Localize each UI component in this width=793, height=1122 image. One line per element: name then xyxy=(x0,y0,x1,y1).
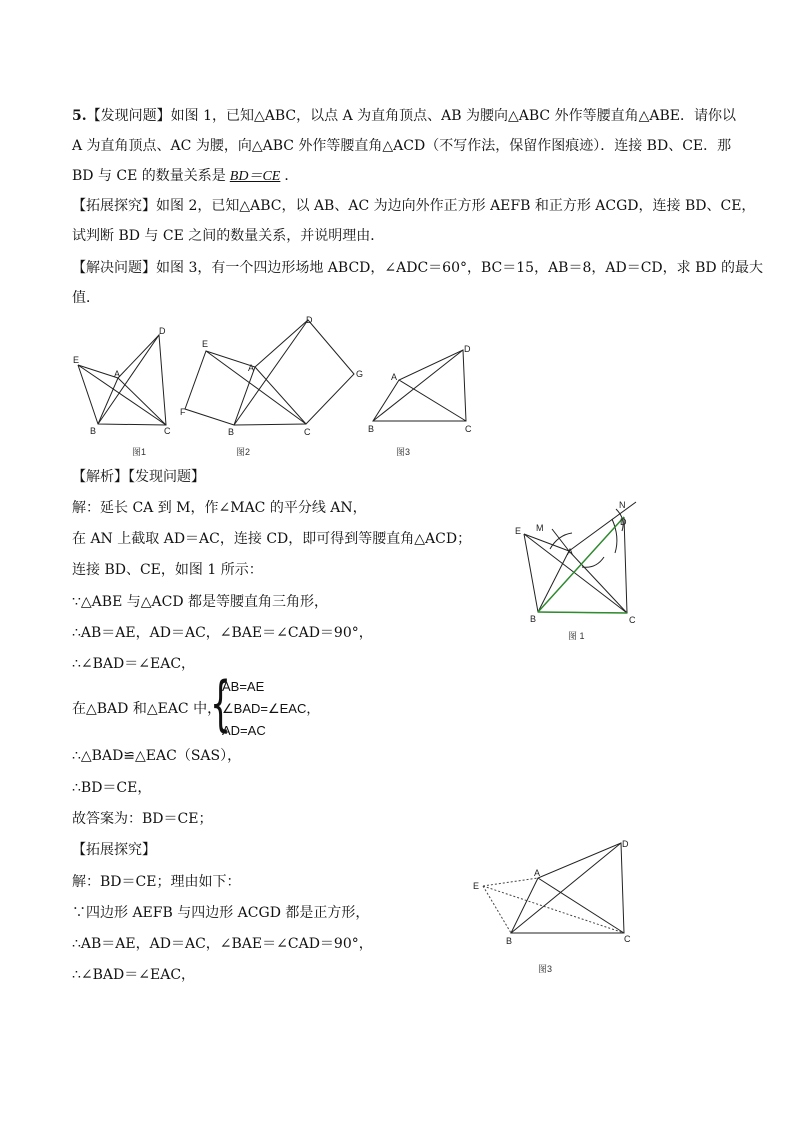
equation-system xyxy=(222,676,319,742)
answer-blank: BD＝CE xyxy=(229,169,281,184)
label-B: B xyxy=(506,936,513,946)
label-C: C xyxy=(164,426,171,436)
label-M: M xyxy=(536,523,544,533)
label-G: G xyxy=(356,369,364,379)
solution-line-4: ∵△ABE 与△ACD 都是等腰直角三角形， xyxy=(72,594,329,610)
label-B: B xyxy=(368,424,375,434)
label-C: C xyxy=(629,615,636,625)
problem-figure-1 xyxy=(70,325,190,465)
problem-line-7: 值． xyxy=(72,290,100,306)
problem-line-3: BD 与 CE 的数量关系是 BD＝CE ． xyxy=(72,168,299,184)
problem-number: 5. xyxy=(72,108,87,124)
solution-line-2: 在 AN 上截取 AD＝AC，连接 CD，即可得到等腰直角△ACD； xyxy=(72,531,472,547)
solution-line-6: ∴∠BAD＝∠EAC， xyxy=(72,656,196,672)
equation-3: AD=AC xyxy=(222,723,266,738)
label-F: F xyxy=(180,407,186,417)
solution-line-11: 解：BD＝CE；理由如下： xyxy=(72,874,241,890)
label-A: A xyxy=(248,363,255,373)
label-D: D xyxy=(622,839,629,849)
label-C: C xyxy=(465,424,472,434)
label-A: A xyxy=(567,547,574,557)
solution-line-8: ∴△BAD≌△EAC（SAS）， xyxy=(72,748,242,764)
label-E: E xyxy=(73,355,80,365)
section-extend: 【拓展探究】 xyxy=(72,198,156,214)
solution-line-7: 在△BAD 和△EAC 中， xyxy=(72,701,222,717)
label-C: C xyxy=(304,427,311,437)
solution-line-5: ∴AB＝AE，AD＝AC，∠BAE＝∠CAD＝90°， xyxy=(72,625,373,641)
section-solve: 【解决问题】 xyxy=(72,260,156,276)
section-discover: 【发现问题】 xyxy=(86,108,171,124)
solution-heading: 【解析】【发现问题】 xyxy=(72,469,205,485)
label-A: A xyxy=(391,372,398,382)
label-N: N xyxy=(619,500,626,510)
solution-heading-2: 【拓展探究】 xyxy=(72,842,156,858)
problem-line-2: A 为直角顶点、AC 为腰，向△ABC 外作等腰直角△ACD（不写作法，保留作图痕迹）．连接 BD、CE．那 xyxy=(72,138,732,154)
label-A: A xyxy=(534,868,541,878)
label-E: E xyxy=(473,881,480,891)
problem-line-6: 【解决问题】如图 3，有一个四边形场地 ABCD，∠ADC＝60°，BC＝15，AB＝8，AD＝CD，求 BD 的最大 xyxy=(72,260,764,276)
system-brace: { xyxy=(210,669,232,739)
label-C: C xyxy=(624,934,631,944)
problem-figure-2 xyxy=(178,315,368,460)
label-D: D xyxy=(159,326,166,336)
label-D: D xyxy=(306,315,313,325)
problem-line-4: 【拓展探究】如图 2，已知△ABC，以 AB、AC 为边向外作正方形 AEFB 和正方形 ACGD，连接 BD、CE， xyxy=(72,198,756,214)
problem-line-1: 5.【发现问题】如图 1，已知△ABC，以点 A 为直角顶点、AB 为腰向△ABC 外作等腰直角△ABE．请你以 xyxy=(72,108,736,124)
green-segment-bc xyxy=(538,612,627,613)
solution-line-9: ∴BD＝CE， xyxy=(72,780,152,796)
problem-figure-3 xyxy=(368,342,488,462)
solution-line-14: ∴∠BAD＝∠EAC， xyxy=(72,967,196,983)
equation-1: AB=AE xyxy=(222,679,265,694)
solution-line-10: 故答案为：BD＝CE； xyxy=(72,811,213,827)
label-D: D xyxy=(620,517,627,527)
problem-line-5: 试判断 BD 与 CE 之间的数量关系，并说明理由． xyxy=(72,228,385,244)
green-segment-bd xyxy=(538,517,624,612)
solution-figure-1 xyxy=(512,497,652,647)
solution-line-3: 连接 BD、CE，如图 1 所示： xyxy=(72,562,263,578)
fig3-caption: 图3 xyxy=(396,447,411,457)
solution-line-1: 解：延长 CA 到 M，作∠MAC 的平分线 AN， xyxy=(72,500,367,516)
equation-2: ∠BAD=∠EAC， xyxy=(222,701,320,716)
label-E: E xyxy=(202,339,209,349)
label-B: B xyxy=(228,427,235,437)
label-D: D xyxy=(464,344,471,354)
label-B: B xyxy=(90,426,97,436)
label-A: A xyxy=(114,369,121,379)
solution-figure-3 xyxy=(470,835,640,980)
fig2-caption: 图2 xyxy=(236,447,251,457)
fig1-caption: 图1 xyxy=(132,447,147,457)
solution-line-13: ∴AB＝AE，AD＝AC，∠BAE＝∠CAD＝90°， xyxy=(72,936,373,952)
label-E: E xyxy=(515,526,522,536)
label-B: B xyxy=(530,614,537,624)
sol-fig1-caption: 图 1 xyxy=(568,631,585,641)
sol-fig3-caption: 图3 xyxy=(538,964,553,974)
solution-line-12: ∵四边形 AEFB 与四边形 ACGD 都是正方形， xyxy=(72,905,370,921)
